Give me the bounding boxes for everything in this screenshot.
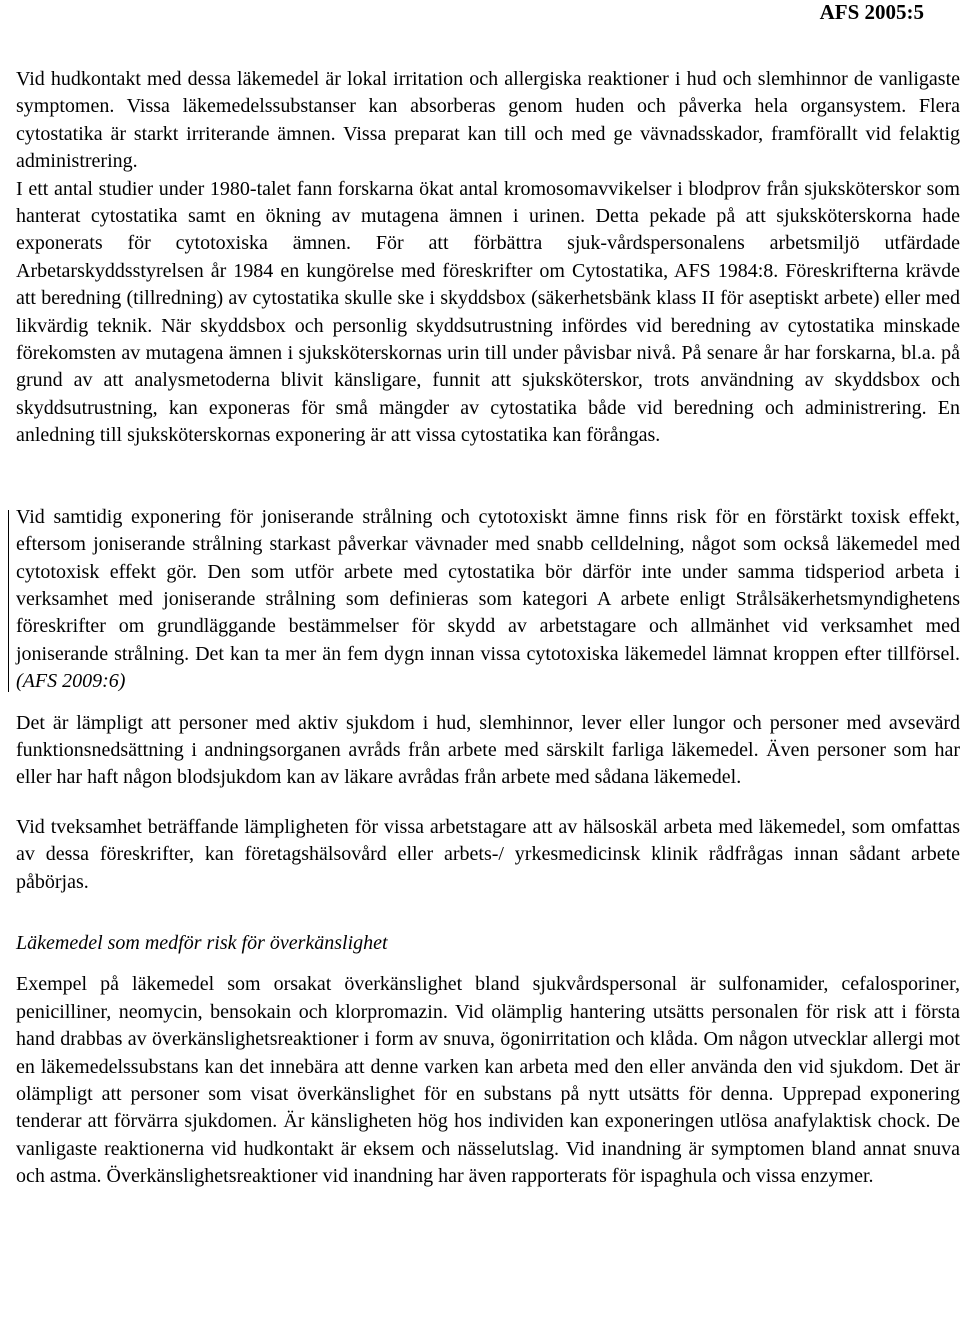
amendment-reference: (AFS 2009:6) [16,670,126,693]
document-body [16,66,960,1191]
paragraph-skin-contact: Vid hudkontakt med dessa läkemedel är lokal irritation och allergiska reaktioner i hud och slemhinnor de vanligaste symptomen. Vissa läkemedelssubstanser kan absorberas genom huden och påverka hela organsystem. Flera cytostatika är starkt irriterande ämnen. Vissa preparat kan till och med ge vävnadsskador, framförallt vid felaktig administrering. [16,68,960,173]
paragraph-radiation-text: Vid samtidig exponering för joniserande strålning och cytotoxiskt ämne finns risk för en förstärkt toxisk effekt, eftersom joniserande strålning starkast påverkar vävnader med snabb celldelning, något som också läkemedel med cytotoxisk effekt gör. Den som utför arbete med cytostatika bör därför inte under samma tidsperiod arbeta i verksamhet med joniserande strålning som definieras som kategori A arbete enligt Strålsäkerhetsmyndighetens föreskrifter om grundläggande bestämmelser för skydd av arbetstagare och allmänhet vid verksamhet med joniserande strålning. Det kan ta mer än fem dygn innan vissa cytotoxiska läkemedel lämnat kroppen efter tillförsel. [16,505,960,665]
paragraph-occupational-health: Vid tveksamhet beträffande lämpligheten för vissa arbetstagare att av hälsoskäl arbeta med läkemedel, som omfattas av dessa föreskrifter, kan företagshälsovård eller arbets-/ yrkesmedicinsk klinik rådfrågas innan sådant arbete påbörjas. [16,815,960,893]
section-heading: Läkemedel som medför risk för överkänslighet [16,931,388,954]
paragraph-hypersensitivity: Exempel på läkemedel som orsakat överkänslighet bland sjukvårdspersonal är sulfonamider, cefalosporiner, penicilliner, neomycin, bensokain och klorpromazin. Vid olämplig hantering utsätts personalen för risk att i första hand drabbas av överkänslighetsreaktioner i form av snuva, ögonirritation och klåda. Om någon utvecklar allergi mot en läkemedelssubstans kan det innebära att denne varken kan arbeta med den eller använda den vid sjukdom. Det är olämpligt att personer som visat överkänslighet för en substans på nytt utsätts för denna. Upprepad exponering tenderar att förvärra sjukdomen. Är känsligheten hög hos individen kan exponeringen utlösa anafylaktisk chock. De vanligaste reaktionerna vid hudkontakt är eksem och nässelutslag. Vid inandning är symptomen bland annat snuva och astma. Överkänslighetsreaktioner vid inandning har även rapporterats för ispaghula och vissa enzymer. [16,973,960,1188]
amended-section [16,504,960,696]
paragraph-radiation [16,504,960,696]
document-reference: AFS 2005:5 [819,0,924,24]
paragraph-health-advice: Det är lämpligt att personer med aktiv sjukdom i hud, slemhinnor, lever eller lungor och personer med avsevärd funktionsnedsättning i andningsorganen avråds från arbete med särskilt farliga läkemedel. Även personer som har eller har haft någon blodsjukdom kan av läkare avrådas från arbete med sådana läkemedel. [16,711,960,789]
paragraph-studies: I ett antal studier under 1980-talet fann forskarna ökat antal kromosomavvikelser i blodprov från sjuksköterskor som hanterat cytostatika samt en ökning av mutagena ämnen i urinen. Detta pekade på att sjuksköterskorna hade exponerats för cytotoxiska ämnen. För att förbättra sjuk-vårdspersonalens arbetsmiljö utfärdade Arbetarskyddsstyrelsen år 1984 en kungörelse med föreskrifter om Cytostatika, AFS 1984:8. Föreskrifterna krävde att beredning (tillredning) av cytostatika skulle ske i skyddsbox (säkerhetsbänk klass II för aseptiskt arbete) eller med likvärdig teknik. När skyddsbox och personlig skyddsutrustning infördes vid beredning av cytostatika minskade förekomsten av mutagena ämnen i sjuksköterskornas urin till under påvisbar nivå. På senare år har forskarna, bl.a. på grund av att analysmetoderna blivit känsligare, funnit att sjuksköterskor, trots användning av skyddsbox och skyddsutrustning, kan exponeras för små mängder av cytostatika både vid beredning och administrering. En anledning till sjuksköterskornas exponering är att vissa cytostatika kan förångas. [16,177,960,447]
amendment-margin-bar [8,510,9,692]
